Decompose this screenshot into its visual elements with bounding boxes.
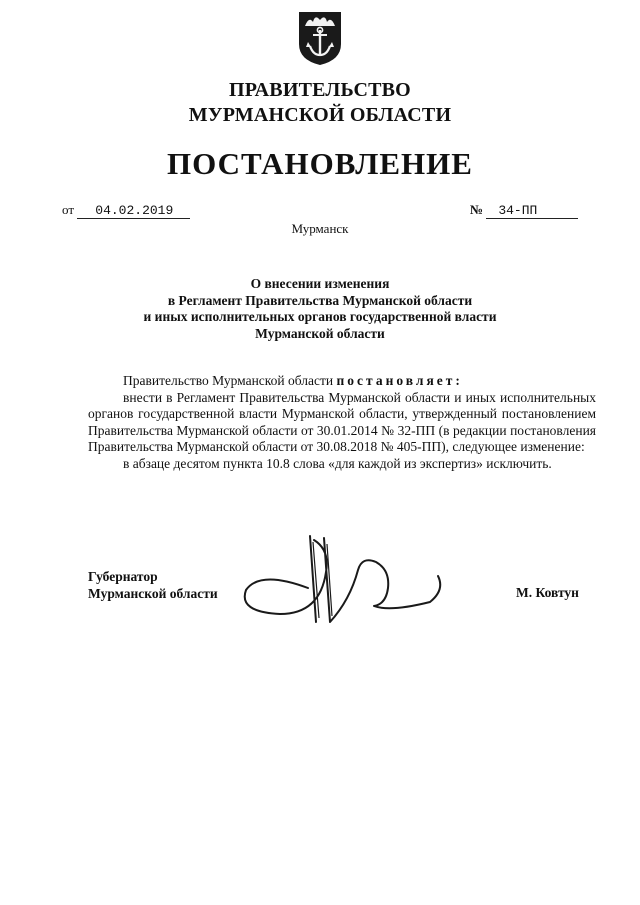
coat-of-arms-icon bbox=[297, 10, 343, 66]
title-line-4: Мурманской области bbox=[255, 325, 385, 341]
signatory-position bbox=[88, 568, 218, 602]
paragraph-1: внести в Регламент Правительства Мурманской области и иных исполнительных органов государственной власти Мурманской области, утвержденный постановлением Правительства Мурманской области от 30.01.2014 № 32-ПП (в редакции постановления Правительства Мурманской области от 30.08.2018 № 405-ПП), следующее изменение: bbox=[88, 389, 596, 454]
position-line-1: Губернатор bbox=[88, 569, 158, 584]
city: Мурманск bbox=[291, 221, 349, 236]
title-line-3: и иных исполнительных органов государственной власти bbox=[143, 309, 497, 324]
document-body bbox=[88, 373, 596, 472]
document-type: ПОСТАНОВЛЕНИЕ bbox=[167, 146, 473, 181]
paragraph-2: в абзаце десятом пункта 10.8 слова «для каждой из экспертиз» исключить. bbox=[123, 455, 552, 471]
decree-intro bbox=[88, 373, 596, 390]
date-value: 04.02.2019 bbox=[77, 203, 190, 219]
title-line-1: О внесении изменения bbox=[250, 276, 390, 291]
decree-word: постановляет: bbox=[336, 373, 463, 388]
handwritten-signature bbox=[240, 530, 465, 630]
number-value: 34-ПП bbox=[486, 203, 578, 219]
number-line bbox=[470, 202, 578, 219]
position-line-2: Мурманской области bbox=[88, 586, 218, 601]
title-line-2: в Регламент Правительства Мурманской области bbox=[167, 292, 473, 308]
signatory-name: М. Ковтун bbox=[516, 585, 579, 600]
document-title bbox=[0, 276, 640, 342]
date-prefix: от bbox=[62, 202, 75, 217]
date-line bbox=[62, 202, 190, 219]
intro-text: Правительство Мурманской области bbox=[123, 373, 334, 388]
number-prefix: № bbox=[470, 202, 484, 217]
org-line-2: МУРМАНСКОЙ ОБЛАСТИ bbox=[188, 104, 452, 126]
org-line-1: ПРАВИТЕЛЬСТВО bbox=[229, 79, 411, 101]
organization-name bbox=[0, 78, 640, 128]
